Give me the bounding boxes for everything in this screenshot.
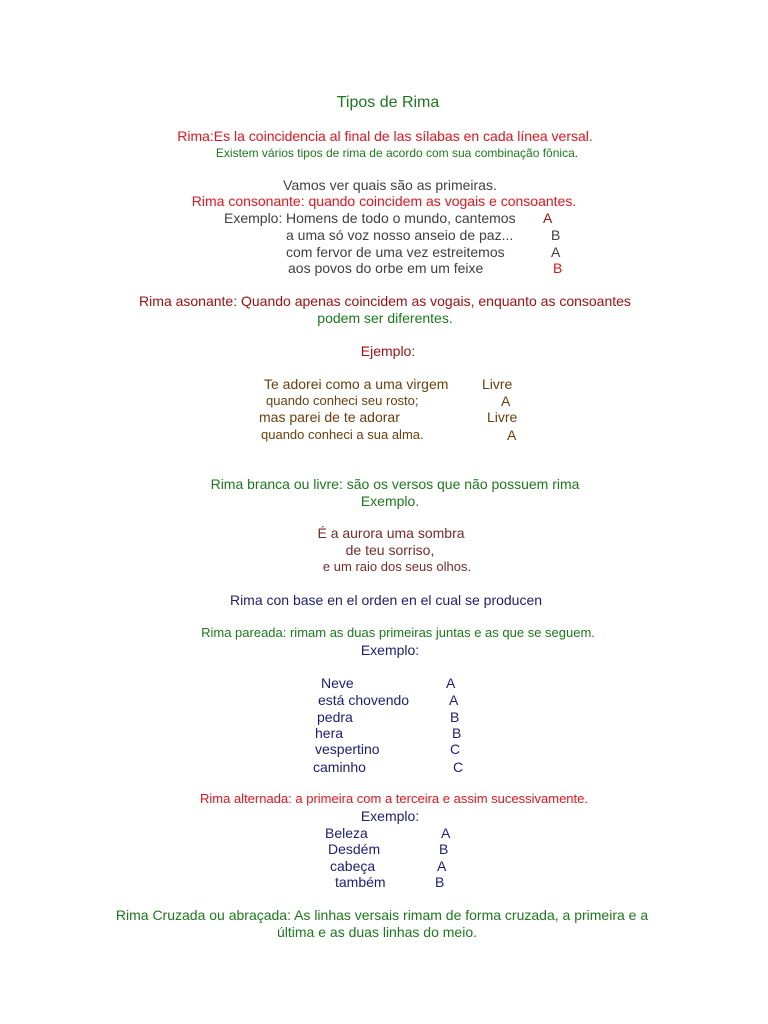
branca-line-3: e um raio dos seus olhos. <box>322 559 472 574</box>
asonante-line-4: quando conheci a sua alma. <box>261 427 424 442</box>
orden-heading: Rima con base en el orden en el cual se producen <box>229 592 543 608</box>
pareada-line-3: pedra <box>317 709 353 725</box>
branca-example-label: Exemplo. <box>360 493 420 509</box>
pareada-rhyme-1: A <box>446 675 456 691</box>
consonante-rhyme-4: B <box>553 260 563 276</box>
alternada-rhyme-4: B <box>435 874 445 890</box>
alternada-rhyme-2: B <box>439 841 449 857</box>
alternada-rhyme-3: A <box>437 858 447 874</box>
pareada-line-5: vespertino <box>315 741 380 757</box>
asonante-rhyme-1: Livre <box>482 376 513 392</box>
alternada-line-1: Beleza <box>325 825 368 841</box>
alternada-line-2: Desdém <box>328 841 381 857</box>
pareada-line-4: hera <box>315 725 344 741</box>
pareada-rhyme-6: C <box>453 759 464 775</box>
pareada-rhyme-4: B <box>452 725 462 741</box>
branca-line-2: de teu sorriso, <box>345 542 435 558</box>
pareada-line-1: Neve <box>321 675 354 691</box>
rima-definition: Rima:Es la coincidencia al final de las sílabas en cada línea versal. <box>177 128 593 144</box>
consonante-heading: Rima consonante: quando coincidem as vogais e consoantes. <box>191 193 577 209</box>
alternada-line-4: também <box>335 874 386 890</box>
asonante-example-label: Ejemplo: <box>360 343 416 359</box>
consonante-line-3: com fervor de uma vez estreitemos <box>286 244 505 260</box>
page-title: Tipos de Rima <box>336 94 440 111</box>
asonante-line-2: quando conheci seu rosto; <box>266 393 419 408</box>
asonante-rhyme-2: A <box>501 393 511 409</box>
pareada-heading: Rima pareada: rimam as duas primeiras juntas e as que se seguem. <box>201 625 595 640</box>
cruzada-heading-2: última e as duas linhas do meio. <box>277 924 477 940</box>
consonante-line-1: Homens de todo o mundo, cantemos <box>286 210 516 226</box>
pareada-rhyme-2: A <box>449 692 459 708</box>
asonante-rhyme-4: A <box>507 427 517 443</box>
asonante-line-3: mas parei de te adorar <box>259 409 400 425</box>
consonante-line-4: aos povos do orbe em um feixe <box>288 260 484 276</box>
consonante-line-2: a uma só voz nosso anseio de paz... <box>286 227 514 243</box>
pareada-example-label: Exemplo: <box>360 642 420 658</box>
alternada-line-3: cabeça <box>330 858 376 874</box>
pareada-rhyme-3: B <box>450 709 460 725</box>
alternada-heading: Rima alternada: a primeira com a terceira e assim sucessivamente. <box>200 791 588 806</box>
consonante-example-label: Exemplo: <box>224 210 283 226</box>
consonante-rhyme-1: A <box>543 210 553 226</box>
asonante-line-1: Te adorei como a uma virgem <box>264 376 449 392</box>
asonante-rhyme-3: Livre <box>487 409 518 425</box>
consonante-rhyme-3: A <box>551 244 561 260</box>
vamos-text: Vamos ver quais são as primeiras. <box>283 177 497 193</box>
asonante-heading-1: Rima asonante: Quando apenas coincidem as vogais, enquanto as consoantes <box>139 293 631 309</box>
cruzada-heading-1: Rima Cruzada ou abraçada: As linhas versais rimam de forma cruzada, a primeira e a <box>115 907 649 923</box>
existem-text: Existem vários tipos de rima de acordo com sua combinação fônica. <box>215 146 579 160</box>
branca-heading: Rima branca ou livre: são os versos que não possuem rima <box>210 476 580 492</box>
pareada-line-2: está chovendo <box>318 692 410 708</box>
branca-line-1: É a aurora uma sombra <box>317 525 465 541</box>
alternada-example-label: Exemplo: <box>360 808 420 824</box>
asonante-heading-2: podem ser diferentes. <box>317 310 453 326</box>
pareada-line-6: caminho <box>313 759 366 775</box>
consonante-rhyme-2: B <box>551 227 561 243</box>
pareada-rhyme-5: C <box>450 741 461 757</box>
alternada-rhyme-1: A <box>441 825 451 841</box>
